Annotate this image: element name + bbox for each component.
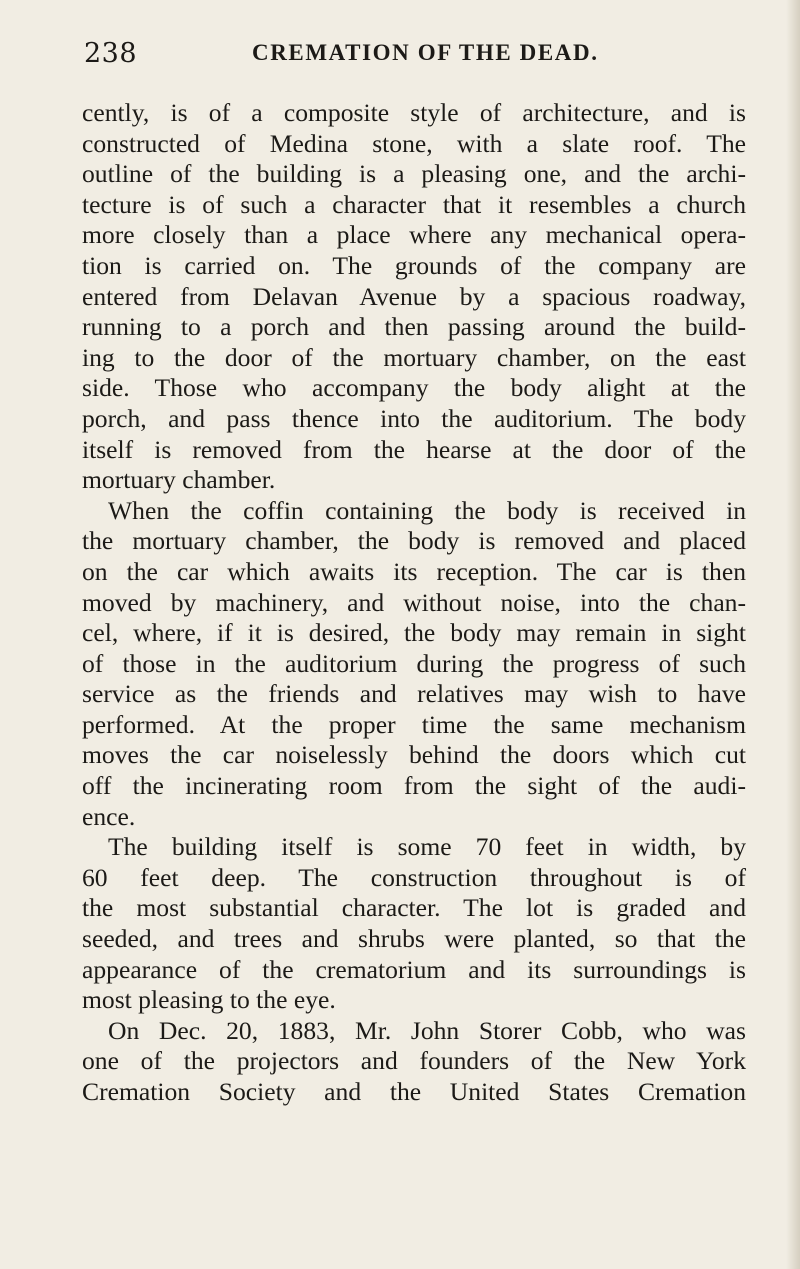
text-line: appearance of the crematorium and its surroundings is: [82, 954, 746, 984]
text-line: 60 feet deep. The construction throughout is of: [82, 862, 746, 892]
text-line: the mortuary chamber, the body is removed and placed: [82, 526, 746, 556]
text-line: one of the projectors and founders of the New York: [82, 1046, 746, 1076]
text-line: porch, and pass thence into the auditorium. The body: [82, 403, 746, 433]
page-number: 238: [84, 38, 138, 69]
text-line: off the incinerating room from the sight of the audi-: [82, 771, 746, 801]
text-line: the most substantial character. The lot is graded and: [82, 893, 746, 923]
text-line: outline of the building is a pleasing one, and the archi-: [82, 159, 746, 189]
text-line: on the car which awaits its reception. The car is then: [82, 556, 746, 586]
text-line: of those in the auditorium during the progress of such: [82, 648, 746, 678]
text-line: running to a porch and then passing around the build-: [82, 312, 746, 342]
text-line: tecture is of such a character that it resembles a church: [82, 189, 746, 219]
text-line: Cremation Society and the United States Cremation: [82, 1077, 746, 1106]
text-line: tion is carried on. The grounds of the company are: [82, 250, 746, 280]
page-edge-shadow: [786, 0, 800, 1269]
text-line: moved by machinery, and without noise, into the chan-: [82, 587, 746, 617]
text-line: On Dec. 20, 1883, Mr. John Storer Cobb, who was: [108, 1015, 746, 1045]
text-line: more closely than a place where any mechanical opera-: [82, 220, 746, 250]
text-line: side. Those who accompany the body alight at the: [82, 373, 746, 403]
text-line: seeded, and trees and shrubs were planted, so that the: [82, 924, 746, 954]
text-line: service as the friends and relatives may wish to have: [82, 679, 746, 709]
text-line: moves the car noiselessly behind the doors which cut: [82, 740, 746, 770]
text-line: performed. At the proper time the same mechanism: [82, 709, 746, 739]
page-header: [84, 38, 744, 72]
text-line: ing to the door of the mortuary chamber, on the east: [82, 342, 746, 372]
text-line: mortuary chamber.: [82, 465, 276, 495]
text-line: itself is removed from the hearse at the door of the: [82, 434, 746, 464]
text-line: entered from Delavan Avenue by a spacious roadway,: [82, 281, 746, 311]
body-text: [82, 98, 746, 1108]
text-line: cel, where, if it is desired, the body may remain in sight: [82, 618, 746, 648]
text-line: When the coffin containing the body is received in: [108, 495, 746, 525]
text-line: constructed of Medina stone, with a slate roof. The: [82, 128, 746, 158]
text-line: ence.: [82, 801, 136, 831]
text-line: cently, is of a composite style of architecture, and is: [82, 98, 746, 127]
running-title: CREMATION OF THE DEAD.: [252, 40, 599, 65]
text-line: The building itself is some 70 feet in width, by: [108, 832, 746, 862]
text-line: most pleasing to the eye.: [82, 985, 336, 1015]
